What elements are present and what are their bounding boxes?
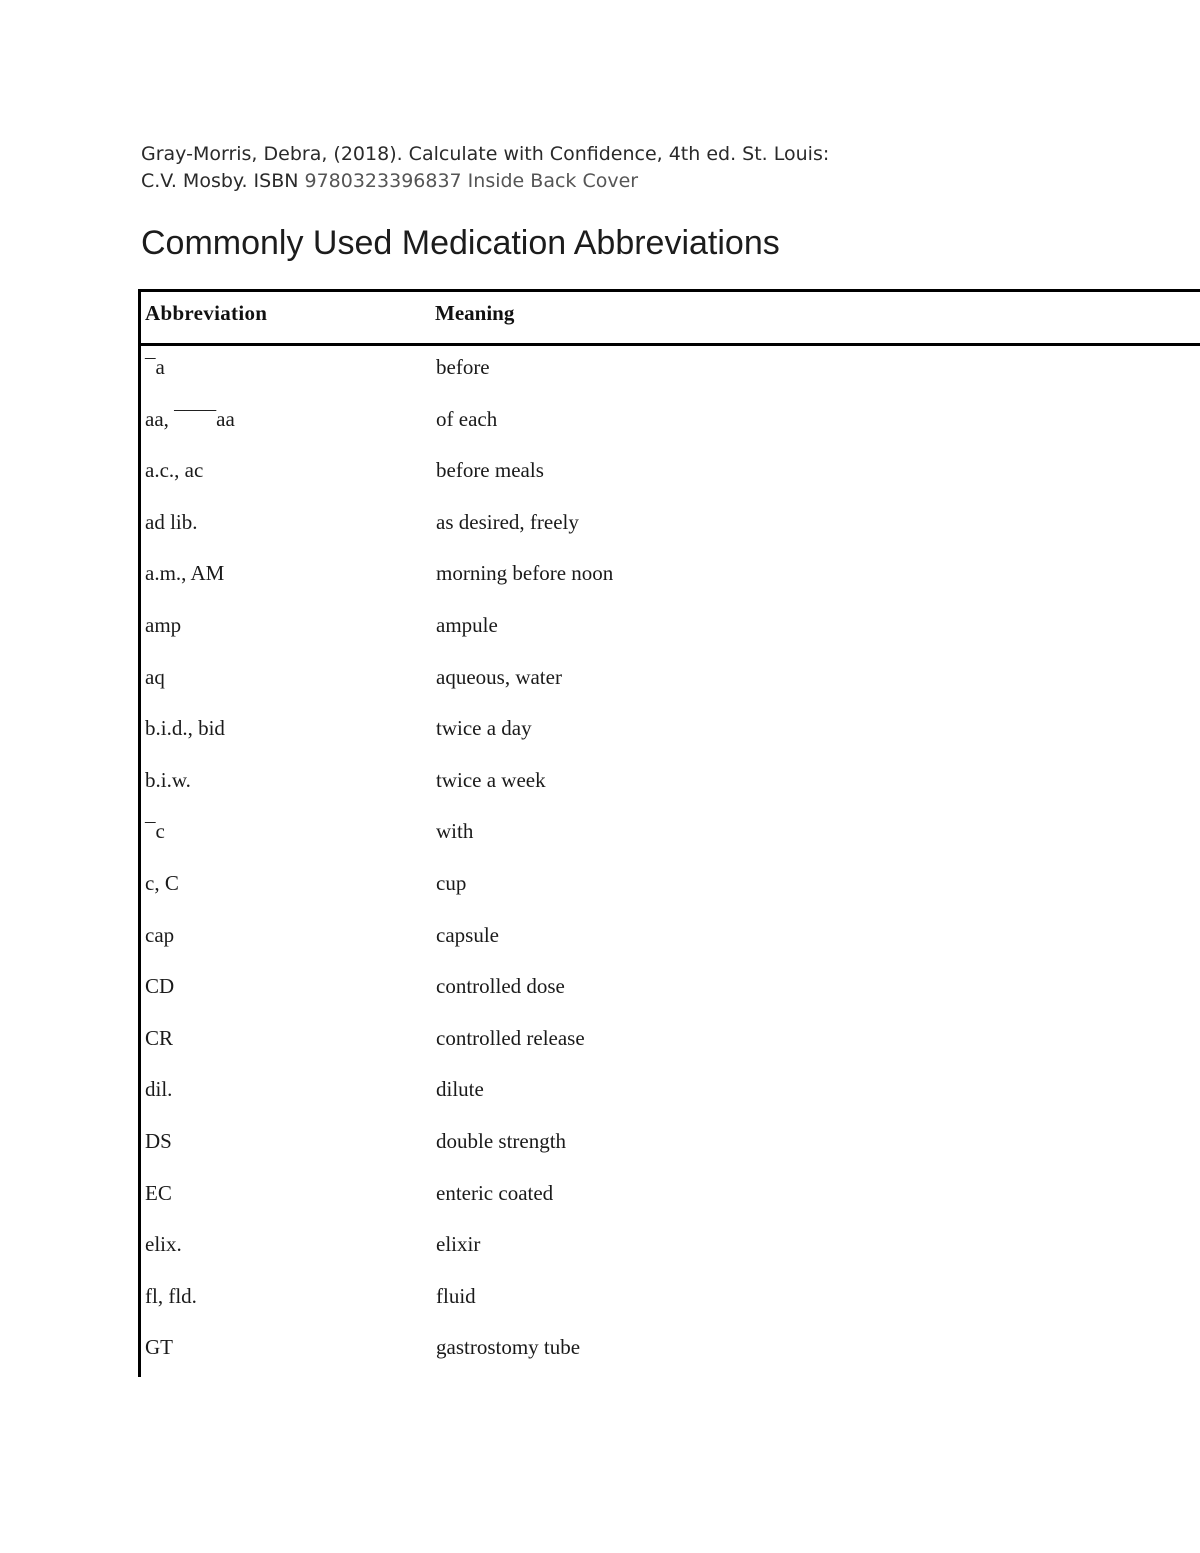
- abbreviation-cell: GT: [145, 1335, 173, 1360]
- table-row: [141, 1068, 1200, 1120]
- abbreviation-cell: b.i.w.: [145, 767, 191, 792]
- table-row: [141, 501, 1200, 553]
- table-row: [141, 759, 1200, 811]
- abbreviation-cell: CD: [145, 974, 175, 999]
- meaning-cell: twice a week: [436, 767, 546, 792]
- table-row: [141, 1120, 1200, 1172]
- meaning-cell: twice a day: [436, 716, 532, 741]
- table-header: [141, 292, 1200, 346]
- table-row: [141, 1172, 1200, 1224]
- table-body: [141, 346, 1200, 1378]
- abbreviation-cell: DS: [145, 1128, 172, 1153]
- abbreviation-cell: b.i.d., bid: [145, 716, 225, 741]
- abbreviation-cell: ¯c: [145, 819, 165, 844]
- table-row: [141, 914, 1200, 966]
- meaning-cell: elixir: [436, 1232, 481, 1257]
- citation-line-1: Gray-Morris, Debra, (2018). Calculate with Confidence, 4th ed. St. Louis:: [141, 143, 830, 165]
- page-title: Commonly Used Medication Abbreviations: [141, 224, 780, 262]
- abbreviation-cell: aq: [145, 664, 165, 689]
- abbreviation-cell: ¯a: [145, 355, 165, 379]
- abbreviation-cell: c, C: [145, 870, 179, 895]
- meaning-cell: cup: [436, 870, 467, 895]
- meaning-cell: with: [436, 819, 474, 844]
- meaning-cell: as desired, freely: [436, 509, 579, 534]
- meaning-cell: before meals: [436, 458, 544, 483]
- meaning-cell: aqueous, water: [436, 664, 562, 689]
- table-row: [141, 656, 1200, 708]
- table-row: [141, 965, 1200, 1017]
- abbreviation-cell: EC: [145, 1180, 172, 1205]
- citation: [141, 141, 829, 195]
- citation-line-2: [141, 168, 829, 195]
- table-row: [141, 1275, 1200, 1327]
- table-row: [141, 398, 1200, 450]
- meaning-cell: before: [436, 355, 490, 379]
- meaning-cell: enteric coated: [436, 1180, 554, 1205]
- meaning-cell: gastrostomy tube: [436, 1335, 581, 1360]
- table-row: [141, 1223, 1200, 1275]
- abbreviation-cell: CR: [145, 1025, 174, 1050]
- header-abbreviation: Abbreviation: [145, 301, 268, 325]
- table-row: [141, 810, 1200, 862]
- meaning-cell: ampule: [436, 612, 498, 637]
- abbreviation-cell: a.c., ac: [145, 458, 204, 483]
- table-row: [141, 346, 1200, 398]
- abbreviation-cell: amp: [145, 612, 182, 637]
- abbreviation-cell: aa, ¯¯¯¯aa: [145, 406, 235, 431]
- header-meaning: Meaning: [435, 301, 515, 325]
- table-row: [141, 862, 1200, 914]
- table-row: [141, 552, 1200, 604]
- abbreviation-cell: fl, fld.: [145, 1283, 197, 1308]
- meaning-cell: double strength: [436, 1128, 567, 1153]
- table-row: [141, 1326, 1200, 1378]
- table-row: [141, 1017, 1200, 1069]
- meaning-cell: fluid: [436, 1283, 476, 1308]
- abbreviation-cell: cap: [145, 922, 175, 947]
- meaning-cell: dilute: [436, 1077, 484, 1102]
- meaning-cell: controlled dose: [436, 974, 565, 999]
- table-row: [141, 707, 1200, 759]
- meaning-cell: of each: [436, 406, 498, 431]
- abbreviation-cell: elix.: [145, 1232, 182, 1257]
- abbreviations-table: [138, 289, 1200, 1377]
- abbreviation-cell: ad lib.: [145, 509, 198, 534]
- meaning-cell: capsule: [436, 922, 499, 947]
- citation-isbn: 9780323396837 Inside Back Cover: [304, 170, 639, 192]
- abbreviation-cell: dil.: [145, 1077, 173, 1102]
- meaning-cell: controlled release: [436, 1025, 585, 1050]
- citation-publisher: C.V. Mosby. ISBN: [141, 170, 305, 192]
- table-row: [141, 449, 1200, 501]
- table-row: [141, 604, 1200, 656]
- meaning-cell: morning before noon: [436, 561, 614, 586]
- abbreviation-cell: a.m., AM: [145, 561, 225, 586]
